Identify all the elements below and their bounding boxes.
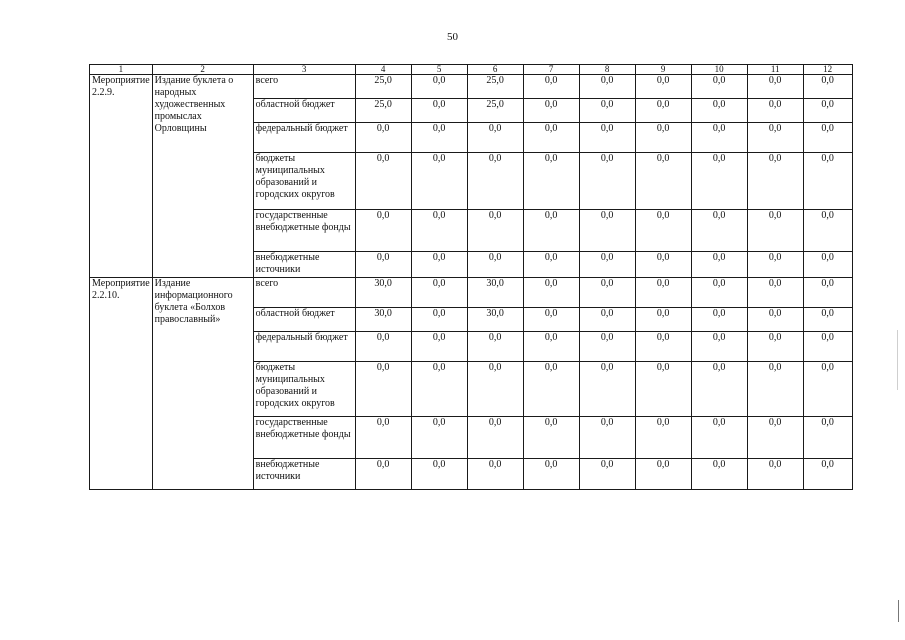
- value-cell: 0,0: [411, 459, 467, 490]
- value-cell: 0,0: [691, 123, 747, 153]
- value-cell: 0,0: [803, 123, 852, 153]
- value-cell: 0,0: [467, 210, 523, 252]
- scan-artifact: [897, 330, 898, 390]
- column-header: 4: [355, 65, 411, 75]
- value-cell: 0,0: [691, 308, 747, 332]
- value-cell: 0,0: [411, 123, 467, 153]
- value-cell: 0,0: [523, 417, 579, 459]
- value-cell: 0,0: [747, 75, 803, 99]
- value-cell: 0,0: [467, 153, 523, 210]
- value-cell: 0,0: [579, 417, 635, 459]
- value-cell: 30,0: [467, 308, 523, 332]
- funding-source: бюджеты муниципальных образований и городских округов: [253, 153, 355, 210]
- value-cell: 0,0: [579, 123, 635, 153]
- column-header: 9: [635, 65, 691, 75]
- column-header: 5: [411, 65, 467, 75]
- value-cell: 0,0: [411, 417, 467, 459]
- value-cell: 0,0: [355, 362, 411, 417]
- value-cell: 0,0: [467, 362, 523, 417]
- value-cell: 0,0: [579, 362, 635, 417]
- value-cell: 0,0: [747, 308, 803, 332]
- column-header: 11: [747, 65, 803, 75]
- value-cell: 0,0: [523, 123, 579, 153]
- value-cell: 0,0: [635, 278, 691, 308]
- value-cell: 25,0: [467, 99, 523, 123]
- value-cell: 0,0: [803, 308, 852, 332]
- activity-title: Издание информационного буклета «Болхов православный»: [152, 278, 253, 490]
- value-cell: 0,0: [691, 459, 747, 490]
- value-cell: 0,0: [691, 210, 747, 252]
- value-cell: 0,0: [411, 308, 467, 332]
- value-cell: 0,0: [355, 417, 411, 459]
- funding-source: областной бюджет: [253, 99, 355, 123]
- table-row: [90, 278, 853, 308]
- value-cell: 0,0: [747, 417, 803, 459]
- value-cell: 0,0: [747, 278, 803, 308]
- value-cell: 0,0: [579, 252, 635, 278]
- value-cell: 0,0: [355, 332, 411, 362]
- value-cell: 0,0: [355, 459, 411, 490]
- value-cell: 0,0: [803, 153, 852, 210]
- column-header: 3: [253, 65, 355, 75]
- value-cell: 0,0: [691, 417, 747, 459]
- value-cell: 0,0: [411, 153, 467, 210]
- value-cell: 0,0: [803, 99, 852, 123]
- table-row: [90, 75, 853, 99]
- value-cell: 0,0: [635, 417, 691, 459]
- header-row: [90, 65, 853, 75]
- funding-source: всего: [253, 278, 355, 308]
- value-cell: 0,0: [579, 308, 635, 332]
- value-cell: 0,0: [523, 252, 579, 278]
- value-cell: 25,0: [467, 75, 523, 99]
- value-cell: 0,0: [467, 459, 523, 490]
- value-cell: 0,0: [635, 362, 691, 417]
- value-cell: 25,0: [355, 99, 411, 123]
- scan-artifact: [898, 600, 899, 622]
- value-cell: 0,0: [355, 153, 411, 210]
- page-number: 50: [447, 31, 458, 43]
- value-cell: 0,0: [523, 75, 579, 99]
- value-cell: 30,0: [355, 308, 411, 332]
- funding-source: государственные внебюджетные фонды: [253, 210, 355, 252]
- value-cell: 0,0: [411, 99, 467, 123]
- value-cell: 0,0: [579, 153, 635, 210]
- funding-source: государственные внебюджетные фонды: [253, 417, 355, 459]
- funding-source: федеральный бюджет: [253, 332, 355, 362]
- value-cell: 0,0: [411, 252, 467, 278]
- value-cell: 0,0: [803, 210, 852, 252]
- value-cell: 0,0: [635, 308, 691, 332]
- value-cell: 0,0: [523, 153, 579, 210]
- value-cell: 0,0: [747, 99, 803, 123]
- value-cell: 0,0: [691, 252, 747, 278]
- value-cell: 0,0: [411, 75, 467, 99]
- value-cell: 0,0: [691, 153, 747, 210]
- value-cell: 0,0: [747, 332, 803, 362]
- value-cell: 0,0: [635, 153, 691, 210]
- value-cell: 0,0: [635, 99, 691, 123]
- value-cell: 0,0: [411, 362, 467, 417]
- value-cell: 0,0: [523, 332, 579, 362]
- column-header: 10: [691, 65, 747, 75]
- value-cell: 0,0: [411, 278, 467, 308]
- value-cell: 0,0: [803, 252, 852, 278]
- column-header: 2: [152, 65, 253, 75]
- value-cell: 0,0: [355, 210, 411, 252]
- funding-source: федеральный бюджет: [253, 123, 355, 153]
- value-cell: 0,0: [691, 362, 747, 417]
- value-cell: 0,0: [635, 75, 691, 99]
- value-cell: 0,0: [411, 210, 467, 252]
- value-cell: 0,0: [803, 459, 852, 490]
- column-header: 6: [467, 65, 523, 75]
- value-cell: 0,0: [355, 123, 411, 153]
- value-cell: 0,0: [579, 459, 635, 490]
- value-cell: 0,0: [523, 308, 579, 332]
- value-cell: 0,0: [579, 210, 635, 252]
- value-cell: 0,0: [803, 417, 852, 459]
- value-cell: 0,0: [579, 75, 635, 99]
- activity-title: Издание буклета о народных художественных промыслах Орловщины: [152, 75, 253, 278]
- column-header: 7: [523, 65, 579, 75]
- value-cell: 0,0: [635, 210, 691, 252]
- value-cell: 0,0: [691, 332, 747, 362]
- value-cell: 0,0: [803, 278, 852, 308]
- value-cell: 0,0: [635, 459, 691, 490]
- funding-source: бюджеты муниципальных образований и городских округов: [253, 362, 355, 417]
- value-cell: 0,0: [523, 278, 579, 308]
- value-cell: 0,0: [523, 210, 579, 252]
- column-header: 12: [803, 65, 852, 75]
- value-cell: 0,0: [467, 332, 523, 362]
- value-cell: 0,0: [523, 99, 579, 123]
- value-cell: 0,0: [691, 99, 747, 123]
- value-cell: 0,0: [579, 99, 635, 123]
- activity-id: Мероприятие 2.2.10.: [90, 278, 153, 490]
- funding-source: внебюджетные источники: [253, 252, 355, 278]
- value-cell: 0,0: [691, 278, 747, 308]
- value-cell: 25,0: [355, 75, 411, 99]
- budget-table: [89, 64, 853, 490]
- value-cell: 0,0: [635, 332, 691, 362]
- value-cell: 0,0: [467, 417, 523, 459]
- value-cell: 0,0: [467, 123, 523, 153]
- value-cell: 0,0: [803, 332, 852, 362]
- value-cell: 0,0: [467, 252, 523, 278]
- value-cell: 0,0: [747, 252, 803, 278]
- value-cell: 0,0: [523, 459, 579, 490]
- value-cell: 0,0: [355, 252, 411, 278]
- value-cell: 0,0: [747, 459, 803, 490]
- value-cell: 0,0: [803, 362, 852, 417]
- value-cell: 0,0: [747, 153, 803, 210]
- column-header: 8: [579, 65, 635, 75]
- value-cell: 0,0: [747, 210, 803, 252]
- funding-source: всего: [253, 75, 355, 99]
- value-cell: 0,0: [803, 75, 852, 99]
- value-cell: 0,0: [635, 252, 691, 278]
- funding-source: областной бюджет: [253, 308, 355, 332]
- value-cell: 0,0: [579, 278, 635, 308]
- value-cell: 0,0: [747, 362, 803, 417]
- value-cell: 0,0: [691, 75, 747, 99]
- value-cell: 0,0: [523, 362, 579, 417]
- value-cell: 30,0: [355, 278, 411, 308]
- value-cell: 0,0: [411, 332, 467, 362]
- value-cell: 0,0: [579, 332, 635, 362]
- activity-id: Мероприятие 2.2.9.: [90, 75, 153, 278]
- funding-source: внебюджетные источники: [253, 459, 355, 490]
- value-cell: 0,0: [635, 123, 691, 153]
- value-cell: 0,0: [747, 123, 803, 153]
- column-header: 1: [90, 65, 153, 75]
- value-cell: 30,0: [467, 278, 523, 308]
